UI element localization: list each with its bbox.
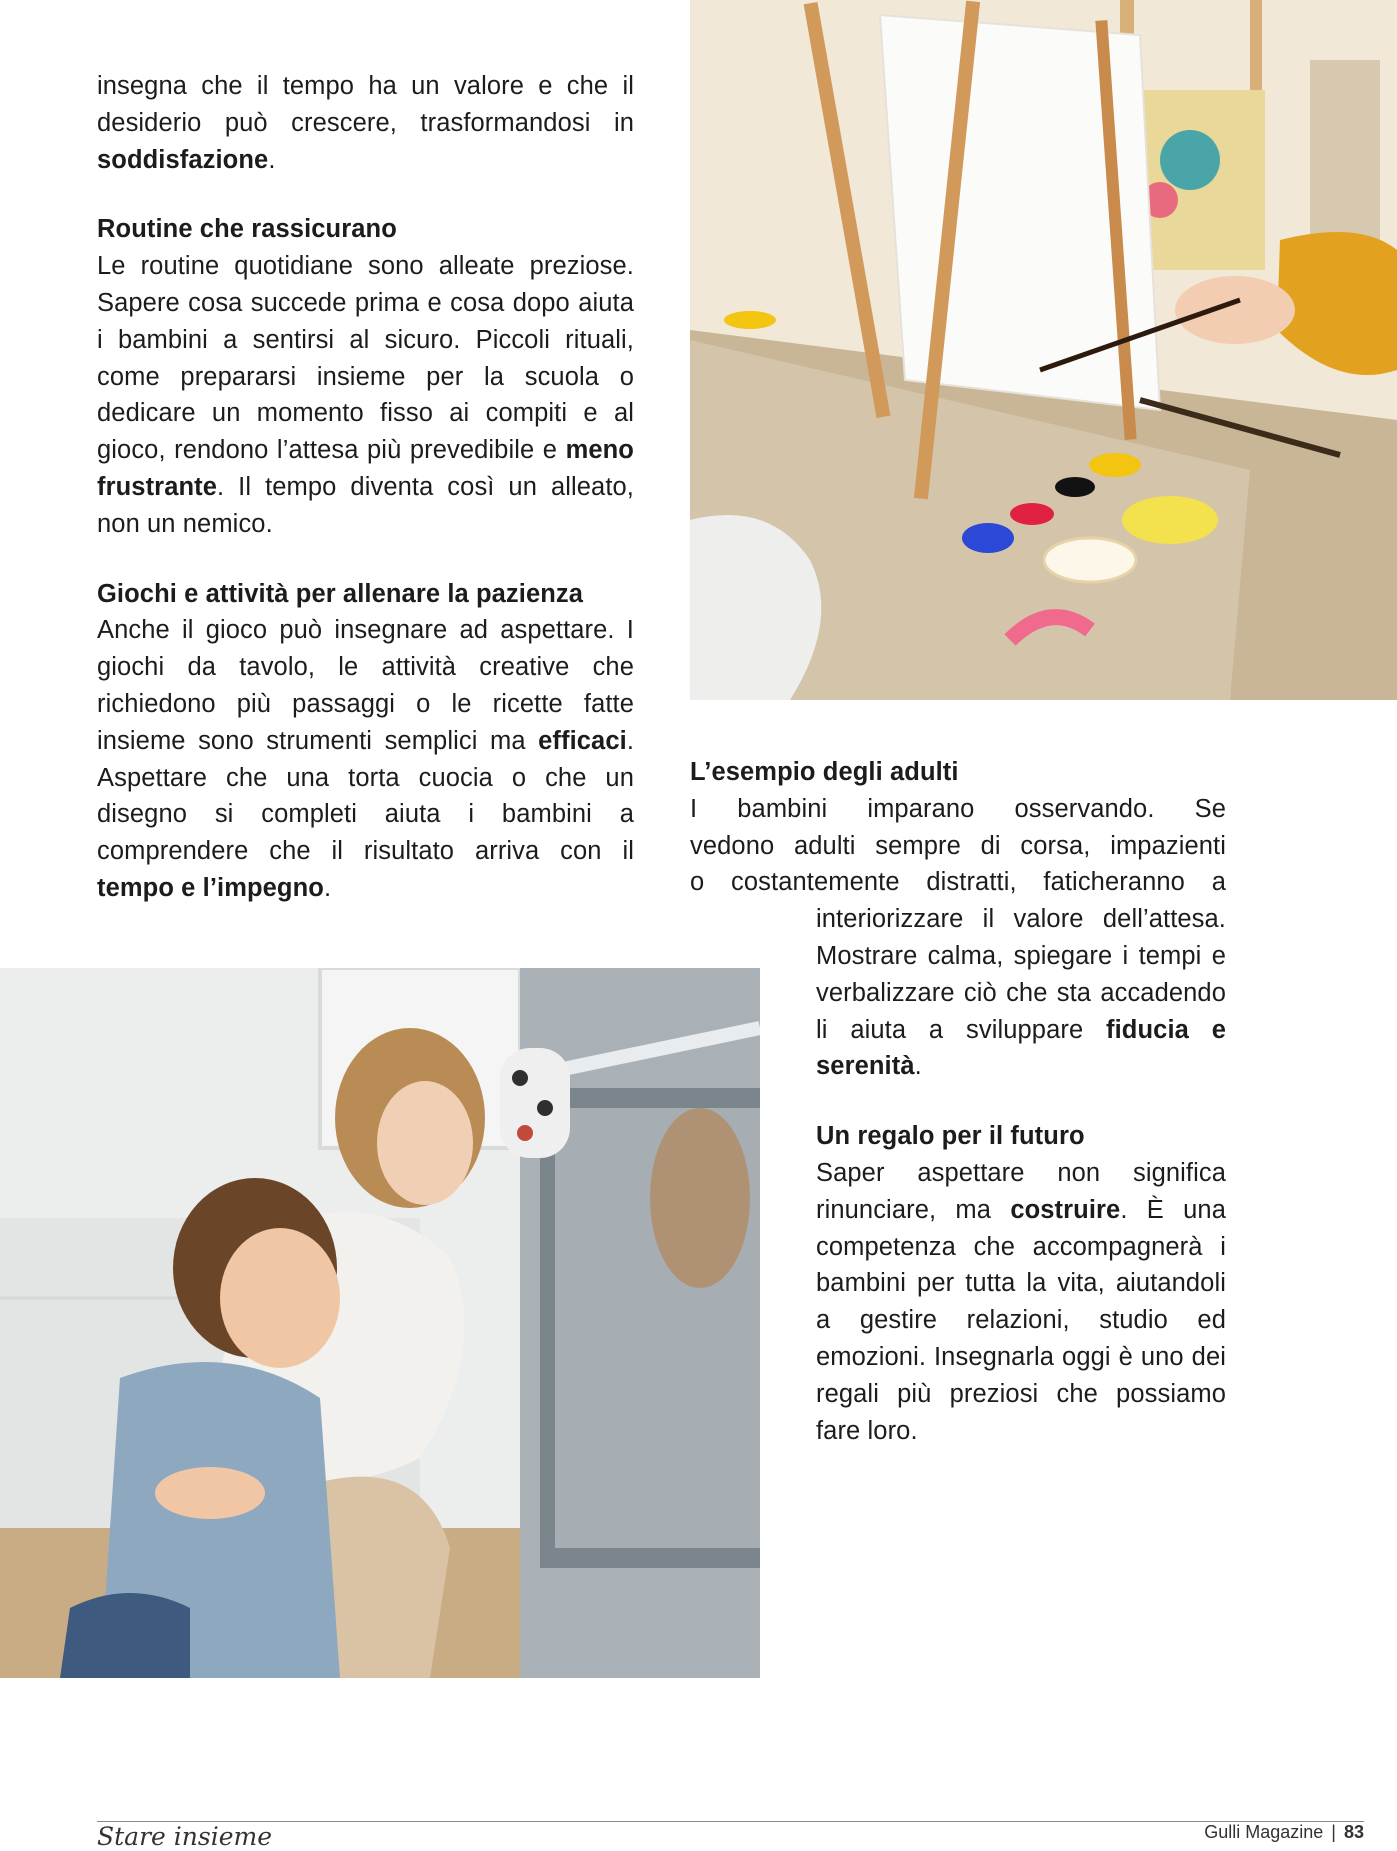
left-text-column [97, 68, 634, 907]
intro-paragraph: insegna che il tempo ha un valore e che il desiderio può crescere, trasformandosi in soddisfazione. [97, 72, 634, 174]
kitchen-photo [0, 968, 760, 1678]
magazine-name: Gulli Magazine [1204, 1822, 1324, 1842]
section-title-giochi: Giochi e attività per allenare la pazienza [97, 579, 584, 608]
footer-magazine-info [1204, 1822, 1364, 1843]
section-title-routine: Routine che rassicurano [97, 215, 397, 244]
giochi-paragraph: Anche il gioco può insegnare ad aspettare. I giochi da tavolo, le attività creative che richiedono più passaggi o le ricette fatte insieme sono strumenti semplici ma efficaci. Aspettare che una torta cuocia o che un disegno si completi aiuta i bambini a comprendere che il risultato arriva con il tempo e l’impegno. [97, 616, 634, 902]
section-title-regalo: Un regalo per il futuro [816, 1122, 1085, 1151]
kitchen-illustration [0, 968, 760, 1678]
painting-illustration [690, 0, 1397, 700]
footer-separator: | [1331, 1822, 1336, 1842]
footer-section-name: Stare insieme [97, 1822, 272, 1851]
regalo-paragraph: Saper aspettare non significa rinunciare, ma costruire. È una competenza che accompagnerà i bambini per tutta la vita, aiutandoli a gestire relazioni, studio ed emozioni. Insegnarla oggi è uno dei regali più preziosi che possiamo fare loro. [816, 1158, 1227, 1445]
footer-rule [97, 1821, 1364, 1822]
esempio-paragraph-rest: interiorizzare il valore dell’attesa. Mostrare calma, spiegare i tempi e verbalizzare ciò che sta accadendo li aiuta a sviluppare fiducia e serenità. [816, 905, 1226, 1081]
esempio-line-1: I bambini imparano osservando. Se [690, 794, 1226, 823]
painting-photo [690, 0, 1397, 700]
esempio-line-3: o costantemente distratti, faticheranno a [690, 868, 1226, 897]
esempio-line-2: vedono adulti sempre di corsa, impazienti [690, 831, 1226, 860]
right-text-column [690, 754, 1226, 1449]
section-title-esempio: L’esempio degli adulti [690, 758, 959, 786]
routine-paragraph: Le routine quotidiane sono alleate preziose. Sapere cosa succede prima e cosa dopo aiuta i bambini a sentirsi al sicuro. Piccoli rituali, come prepararsi insieme per la scuola o dedicare un momento fisso ai compiti e al gioco, rendono l’attesa più prevedibile e meno frustrante. Il tempo diventa così un alleato, non un nemico. [97, 252, 634, 538]
page-number: 83 [1343, 1822, 1364, 1842]
